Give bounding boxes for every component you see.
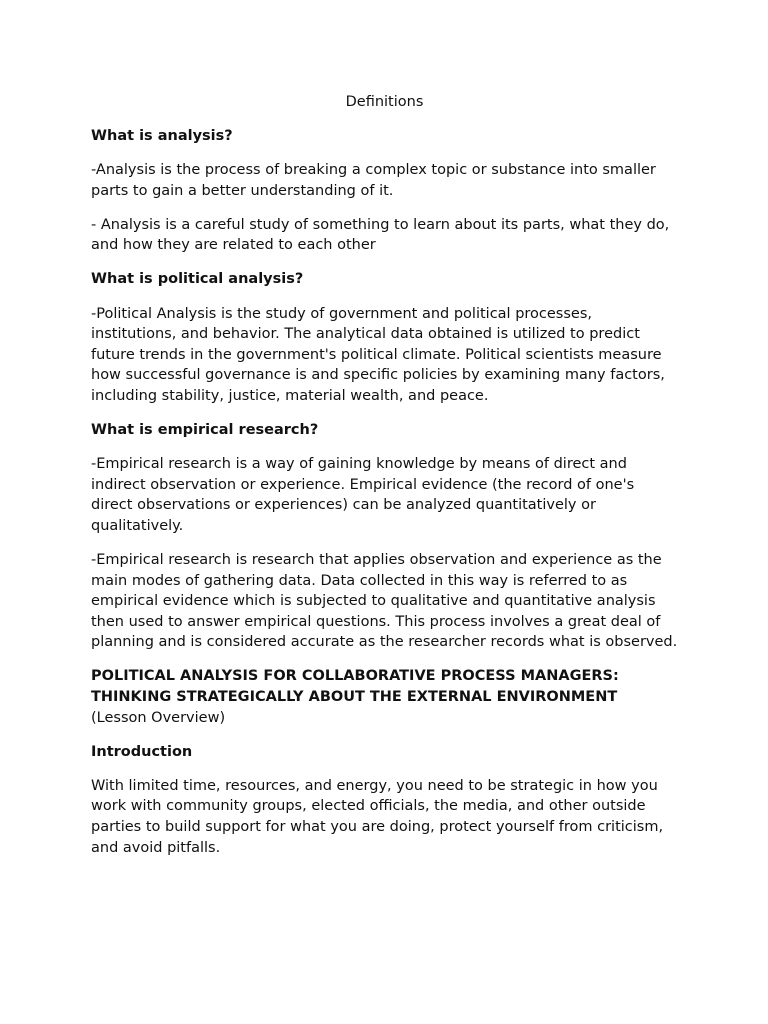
section-heading: Introduction — [91, 743, 193, 760]
paragraph: -Empirical research is research that applies observation and experience as the main modes of gathering data. Data collected in this way is referred to as empirical evidence which is subjected to qualitative and quantitative analysis then used to answer empirical questions. This process involves a great deal of planning and is considered accurate as the researcher records what is observed. — [91, 552, 678, 651]
section-introduction — [91, 742, 678, 858]
paragraph: -Political Analysis is the study of government and political processes, institutions, and behavior. The analytical data obtained is utilized to predict future trends in the government's political climate. Political scientists measure how successful governance is and specific policies by examining many factors, including stability, justice, material wealth, and peace. — [91, 305, 665, 404]
paragraph: With limited time, resources, and energy, you need to be strategic in how you work with community groups, elected officials, the media, and other outside parties to build support for what you are doing, protect yourself from criticism, and avoid pitfalls. — [91, 777, 664, 856]
paragraph: -Empirical research is a way of gaining knowledge by means of direct and indirect observation or experience. Empirical evidence (the record of one's direct observations or experiences) can be analyzed quantitatively or qualitatively. — [91, 456, 635, 534]
section-heading: What is analysis? — [91, 128, 233, 144]
section-empirical-research — [91, 420, 678, 653]
section-heading: What is empirical research? — [91, 422, 319, 439]
lesson-title: POLITICAL ANALYSIS FOR COLLABORATIVE PROCESS MANAGERS: THINKING STRATEGICALLY ABOUT THE EXTERNAL ENVIRONMENT — [91, 668, 619, 706]
paragraph: - Analysis is a careful study of something to learn about its parts, what they do, and how they are related to each other — [91, 216, 670, 254]
section-political-analysis — [91, 269, 678, 406]
section-heading: What is political analysis? — [91, 271, 304, 288]
document-title: Definitions — [345, 94, 424, 110]
lesson-overview — [91, 666, 678, 728]
paragraph: -Analysis is the process of breaking a complex topic or substance into smaller parts to gain a better understanding of it. — [91, 162, 656, 199]
section-analysis — [91, 126, 678, 256]
lesson-note: (Lesson Overview) — [91, 709, 226, 726]
